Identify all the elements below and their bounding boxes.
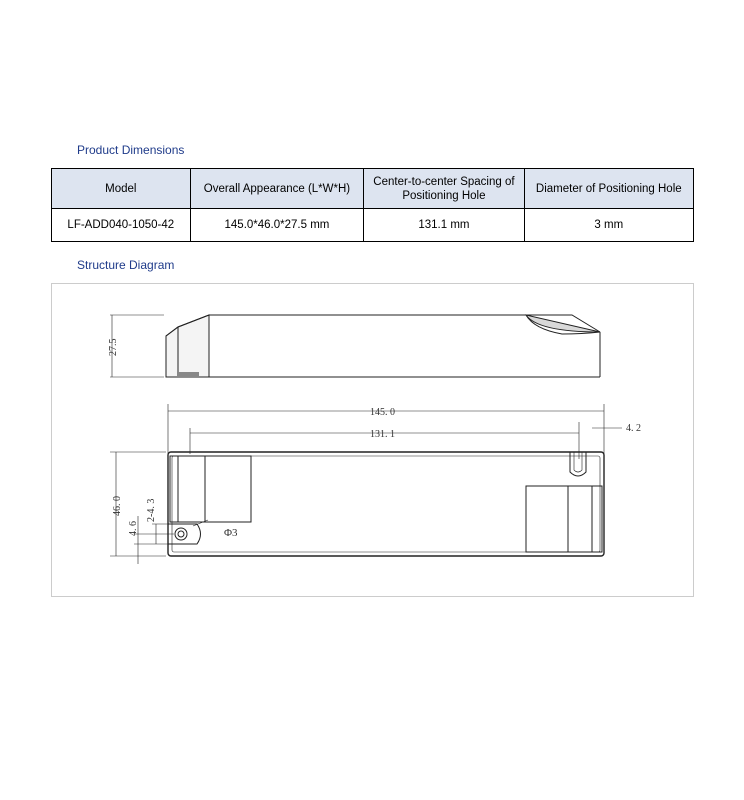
structure-diagram-title: Structure Diagram — [77, 258, 175, 272]
cell-overall-appearance: 145.0*46.0*27.5 mm — [190, 209, 364, 242]
header-hole-diameter: Diameter of Positioning Hole — [524, 169, 693, 209]
table-header-row — [52, 169, 694, 209]
height-dimension-label: 27.5 — [108, 338, 119, 356]
table-row — [52, 209, 694, 242]
product-dimensions-title: Product Dimensions — [77, 143, 185, 157]
hole-diameter-label: Φ3 — [224, 527, 238, 539]
offset-dimension-label: 4. 2 — [626, 423, 641, 434]
cell-hole-spacing: 131.1 mm — [364, 209, 524, 242]
top-view — [110, 404, 622, 564]
cell-hole-diameter: 3 mm — [524, 209, 693, 242]
small-dimension-label-b: 2-4. 3 — [146, 498, 157, 522]
side-view — [110, 315, 600, 377]
spacing-dimension-label: 131. 1 — [370, 429, 395, 440]
structure-diagram — [51, 283, 694, 597]
header-hole-spacing: Center-to-center Spacing of Positioning Hole — [364, 169, 524, 209]
cell-model: LF-ADD040-1050-42 — [52, 209, 191, 242]
dimensions-table — [51, 168, 694, 242]
header-model: Model — [52, 169, 191, 209]
header-overall-appearance: Overall Appearance (L*W*H) — [190, 169, 364, 209]
width-dimension-label: 46. 0 — [112, 496, 123, 516]
small-dimension-label-a: 4. 6 — [128, 521, 139, 536]
structure-drawing — [52, 284, 695, 598]
length-dimension-label: 145. 0 — [370, 407, 395, 418]
